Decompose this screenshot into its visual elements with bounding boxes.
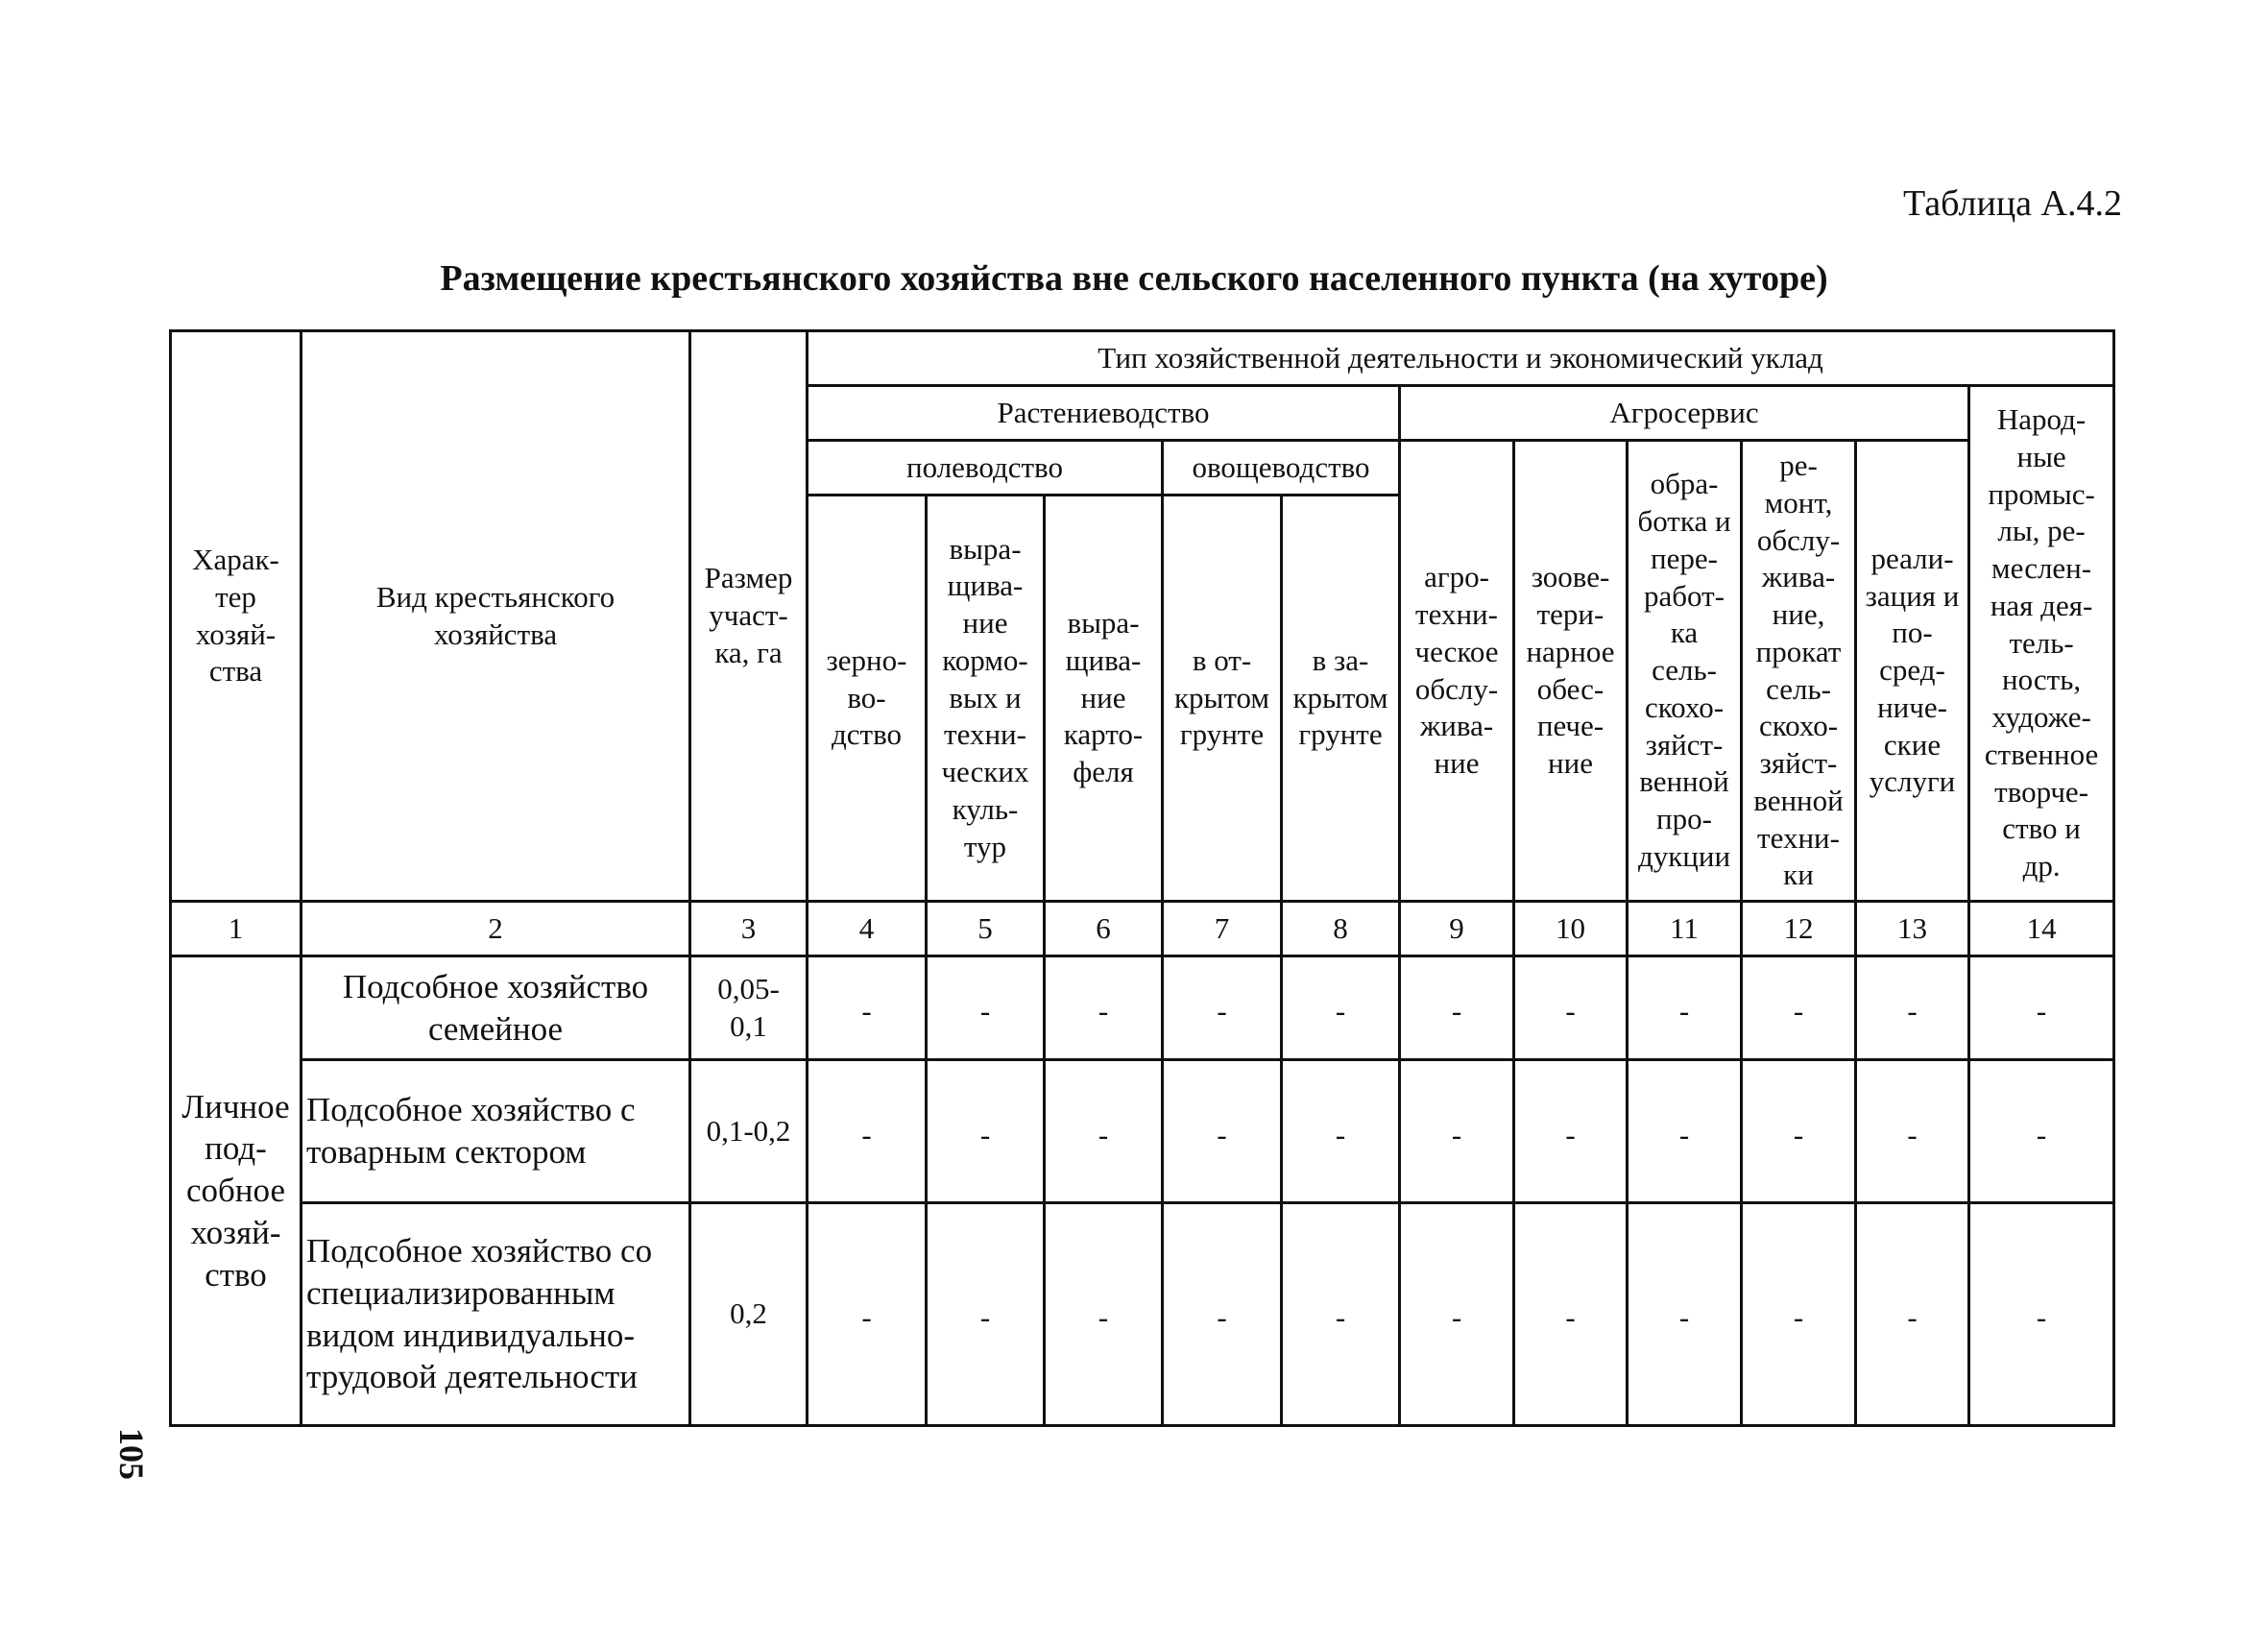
farm-kind-cell: Подсобное хозяйство семейное (302, 956, 690, 1060)
value-cell: - (1400, 1060, 1514, 1203)
value-cell: - (1856, 956, 1969, 1060)
header-fodder-crops: выра- щива- ние кормо- вых и техни- ческих куль- тур (927, 496, 1045, 902)
header-sales-services: реали- зация и по- сред- ниче- ские услуги (1856, 441, 1969, 902)
value-cell: - (1282, 1203, 1400, 1426)
header-vet-service: зоове- тери- нарное обес- пече- ние (1514, 441, 1628, 902)
column-number: 3 (690, 902, 808, 956)
table-row (171, 956, 2114, 1060)
value-cell: - (927, 1060, 1045, 1203)
header-open-ground: в от- крытом грунте (1163, 496, 1282, 902)
column-number: 5 (927, 902, 1045, 956)
value-cell: - (1163, 956, 1282, 1060)
column-number: 1 (171, 902, 302, 956)
column-number-row (171, 902, 2114, 956)
header-field-crops: полеводство (808, 441, 1163, 496)
value-cell: - (1400, 1203, 1514, 1426)
header-crop-production: Растениеводство (808, 386, 1400, 441)
table-label: Таблица А.4.2 (1903, 183, 2122, 224)
header-grain: зерно- во- дство (808, 496, 927, 902)
header-plot-size: Размер участ- ка, га (690, 331, 808, 902)
column-number: 9 (1400, 902, 1514, 956)
value-cell: - (927, 956, 1045, 1060)
value-cell: - (927, 1203, 1045, 1426)
value-cell: - (1514, 1203, 1628, 1426)
header-agrotech-service: агро- техни- ческое обслу- жива- ние (1400, 441, 1514, 902)
column-number: 10 (1514, 902, 1628, 956)
value-cell: - (1045, 1060, 1163, 1203)
column-number: 7 (1163, 902, 1282, 956)
header-greenhouse: в за- крытом грунте (1282, 496, 1400, 902)
value-cell: - (1742, 1203, 1856, 1426)
value-cell: - (1742, 956, 1856, 1060)
value-cell: - (1969, 956, 2114, 1060)
header-potatoes: выра- щива- ние карто- феля (1045, 496, 1163, 902)
value-cell: - (1969, 1203, 2114, 1426)
header-folk-crafts: Народ- ные промыс- лы, ре- меслен- ная дея- тель- ность, художе- ственное творче- ство и др. (1969, 386, 2114, 902)
header-farm-type: Вид крестьянского хозяйства (302, 331, 690, 902)
value-cell: - (808, 1060, 927, 1203)
column-number: 4 (808, 902, 927, 956)
farm-character-cell: Личное под- собное хозяй- ство (171, 956, 302, 1426)
column-number: 12 (1742, 902, 1856, 956)
value-cell: - (1163, 1203, 1282, 1426)
header-machinery-repair: ре- монт, обслу- жива- ние, прокат сель- скохо- зяйст- венной техни- ки (1742, 441, 1856, 902)
data-table (169, 329, 2115, 1427)
column-number: 13 (1856, 902, 1969, 956)
column-number: 14 (1969, 902, 2114, 956)
value-cell: - (1628, 1060, 1742, 1203)
column-number: 2 (302, 902, 690, 956)
plot-size-cell: 0,2 (690, 1203, 808, 1426)
value-cell: - (1969, 1060, 2114, 1203)
header-processing: обра- ботка и пере- работ- ка сель- скохо- зяйст- венной про- дукции (1628, 441, 1742, 902)
value-cell: - (1282, 1060, 1400, 1203)
table-row (171, 1203, 2114, 1426)
value-cell: - (1856, 1060, 1969, 1203)
value-cell: - (1742, 1060, 1856, 1203)
value-cell: - (1045, 1203, 1163, 1426)
header-character: Харак- тер хозяй- ства (171, 331, 302, 902)
value-cell: - (1400, 956, 1514, 1060)
table-row (171, 1060, 2114, 1203)
value-cell: - (1628, 956, 1742, 1060)
column-number: 11 (1628, 902, 1742, 956)
value-cell: - (1514, 956, 1628, 1060)
page-number: 105 (112, 1428, 151, 1480)
plot-size-cell: 0,1-0,2 (690, 1060, 808, 1203)
value-cell: - (1628, 1203, 1742, 1426)
header-vegetables: овощеводство (1163, 441, 1400, 496)
farm-kind-cell: Подсобное хозяйство с товарным сектором (302, 1060, 690, 1203)
value-cell: - (1282, 956, 1400, 1060)
farm-kind-cell: Подсобное хозяйство со специализированным видом индивидуально- трудовой деятельности (302, 1203, 690, 1426)
value-cell: - (1514, 1060, 1628, 1203)
header-agroservice: Агросервис (1400, 386, 1969, 441)
column-number: 6 (1045, 902, 1163, 956)
value-cell: - (1045, 956, 1163, 1060)
column-number: 8 (1282, 902, 1400, 956)
plot-size-cell: 0,05- 0,1 (690, 956, 808, 1060)
value-cell: - (1163, 1060, 1282, 1203)
page-title: Размещение крестьянского хозяйства вне сельского населенного пункта (на хуторе) (440, 258, 1828, 299)
value-cell: - (808, 956, 927, 1060)
value-cell: - (1856, 1203, 1969, 1426)
header-activity-type: Тип хозяйственной деятельности и экономический уклад (808, 331, 2114, 386)
value-cell: - (808, 1203, 927, 1426)
